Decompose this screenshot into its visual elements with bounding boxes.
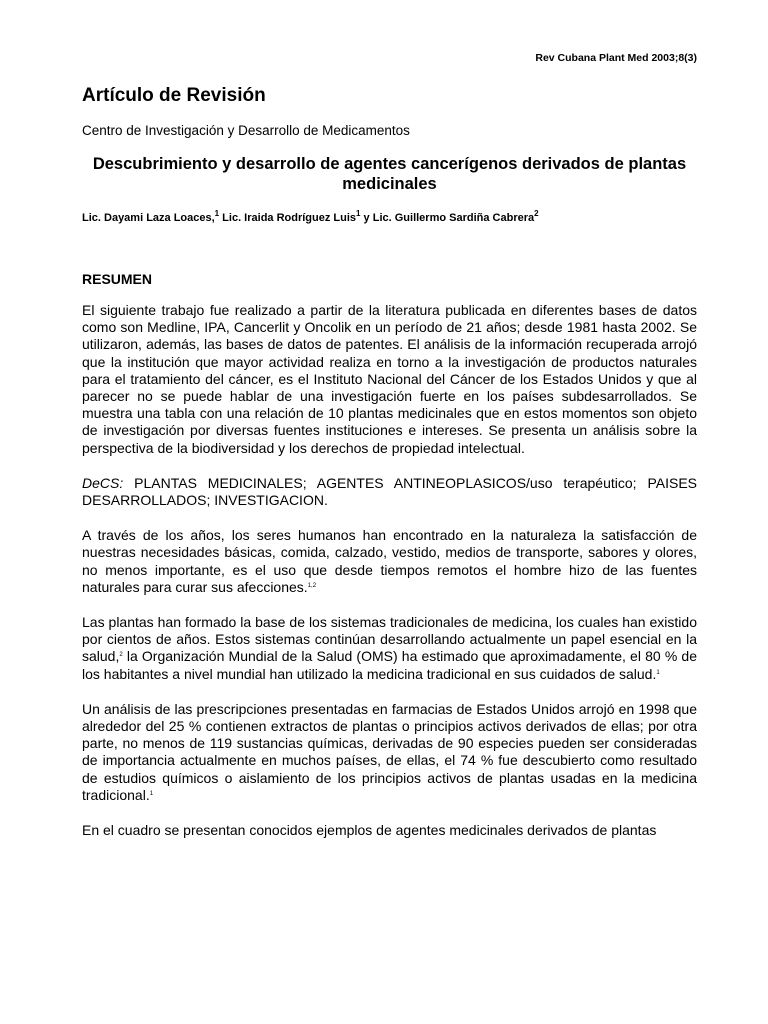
keywords-paragraph — [82, 475, 697, 509]
paragraph-text: A través de los años, los seres humanos han encontrado en la naturaleza la satisfacción de nuestras necesidades básicas, comida, calzado, vestido, medios de transporte, sabores y olores, no menos importante, es el uso que desde tiempos remotos el hombre hizo de las fuentes naturales para curar sus afecciones. — [82, 527, 697, 595]
institution-name: Centro de Investigación y Desarrollo de Medicamentos — [82, 123, 410, 138]
article-title: Descubrimiento y desarrollo de agentes cancerígenos derivados de plantas medicinales — [92, 155, 687, 193]
author-name: Lic. Dayami Laza Loaces, — [82, 212, 215, 224]
citation-ref: 2 — [119, 652, 123, 659]
document-type-heading: Artículo de Revisión — [82, 85, 266, 106]
author-name: Lic. Iraida Rodríguez Luis — [219, 212, 357, 224]
keywords-label: DeCS: — [82, 474, 124, 491]
author-affiliation: 2 — [534, 209, 539, 218]
body-paragraph — [82, 527, 697, 596]
body-paragraph — [82, 701, 697, 804]
citation-ref: 1 — [149, 790, 154, 797]
paragraph-text: En el cuadro se presentan conocidos ejemplos de agentes medicinales derivados de plantas — [82, 822, 657, 839]
abstract-paragraph: El siguiente trabajo fue realizado a partir de la literatura publicada en diferentes bases de datos como son Medline, IPA, Cancerlit y Oncolik en un período de 21 años; desde 1981 hasta 2002. Se utilizaron, además, las bases de datos de patentes. El análisis de la información recuperada arrojó que la institución que mayor actividad realiza en torno a la investigación de productos naturales para el tratamiento del cáncer, es el Instituto Nacional del Cáncer de los Estados Unidos y que al parecer no se puede hablar de una investigación fuerte en los países subdesarrollados. Se muestra una tabla con una relación de 10 plantas medicinales que en estos momentos son objeto de investigación por diversas fuentes instituciones e intereses. Se presenta un análisis sobre la perspectiva de la biodiversidad y los derechos de propiedad intelectual. — [82, 302, 697, 456]
paragraph-text: Un análisis de las prescripciones presentadas en farmacias de Estados Unidos arrojó en 1998 que alrededor del 25 % contienen extractos de plantas o principios activos derivados de ellas; por otra parte, no menos de 119 sustancias químicas, derivadas de 90 especies pueden ser consideradas de importancia actualmente en muchos países, de ellas, el 74 % fue descubierto como resultado de estudios químicos o aislamiento de los principios activos de plantas usadas en la medicina tradicional. — [82, 700, 697, 803]
journal-reference: Rev Cubana Plant Med 2003;8(3) — [535, 52, 697, 64]
article-content — [82, 84, 697, 857]
author-affiliation: 1 — [356, 209, 361, 218]
paragraph-text: la Organización Mundial de la Salud (OMS) ha estimado que aproximadamente, el 80 % de los habitantes a nivel mundial han utilizado la medicina tradicional en sus cuidados de salud. — [82, 648, 697, 682]
author-affiliation: 1 — [214, 209, 220, 218]
resumen-heading: RESUMEN — [82, 271, 153, 287]
citation-ref: 1,2 — [307, 582, 317, 589]
author-list — [82, 210, 697, 226]
body-paragraph — [82, 614, 697, 683]
citation-ref: 1 — [656, 669, 660, 676]
author-name: y Lic. Guillermo Sardiña Cabrera — [360, 212, 535, 224]
keywords-text: PLANTAS MEDICINALES; AGENTES ANTINEOPLASICOS/uso terapéutico; PAISES DESARROLLADOS; INVESTIGACION. — [82, 474, 697, 509]
body-paragraph — [82, 822, 697, 839]
paragraph-text: Las plantas han formado la base de los sistemas tradicionales de medicina, los cuales han existido por cientos de años. Estos sistemas continúan desarrollando actualmente un papel esencial en la salud, — [82, 614, 697, 665]
